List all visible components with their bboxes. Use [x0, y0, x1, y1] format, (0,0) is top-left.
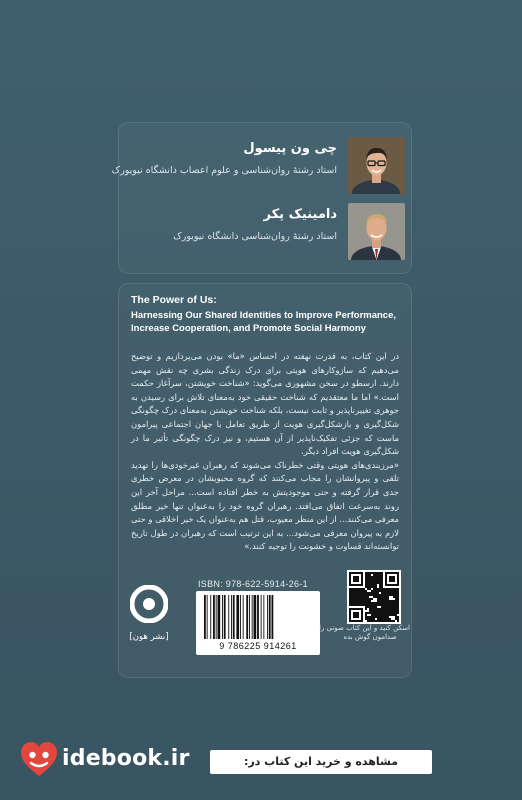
qr-caption-line: صدامون گوش بده: [343, 633, 397, 641]
barcode-digits: 9 786225 914261: [219, 641, 297, 651]
barcode-bars: [202, 595, 314, 639]
author-role: استاد رشتهٔ روان‌شناسی دانشگاه نیویورک: [173, 231, 337, 242]
author-name: دامینیک پکر: [263, 207, 337, 222]
author-photo: [348, 137, 405, 194]
publisher-logo-icon: [130, 585, 168, 623]
blurb-text: [131, 350, 399, 554]
authors-panel: [111, 122, 412, 274]
book-title-en: The Power of Us:: [131, 294, 217, 306]
author-role: استاد رشتهٔ روان‌شناسی و علوم اعصاب دانشگاه نیویورک: [111, 165, 337, 176]
author-entry: [111, 137, 411, 197]
heart-icon: [18, 738, 60, 780]
qr-caption-line: اسکن کنید و این کتاب صوتی را: [318, 624, 410, 632]
site-logo[interactable]: idebook.ir: [62, 746, 190, 771]
author-entry: [119, 203, 411, 263]
author-photo: [348, 203, 405, 260]
watermark-cta[interactable]: مشاهده و خرید این کتاب در:: [210, 750, 432, 774]
author-name: چی ون پیسول: [243, 141, 337, 156]
english-title-block: [131, 294, 401, 335]
qr-code-icon: [349, 572, 399, 622]
barcode: [196, 591, 320, 655]
blurb-paragraph: «مرزبندی‌های هویتی وقتی خطرناک می‌شوند که رهبران غیرخودی‌ها را تهدید تلقی و پیروانشان را مجاب می‌کنند که گروه محبوبشان در معرض خطری جدی قرار گرفته و حتی موجودیتش به خطر افتاده است... مراحل آخر این روند به‌سرعت اتفاق می‌افتد. رهبران گروه خود را به‌عنوان تنها خیر مطلق معرفی می‌کنند... از این منظر معیوب، قتل هم به‌عنوان یک خیر اخلاقی و حتی لازم به پیروان معرفی می‌شود... به این ترتیب است که رهبران در طول تاریخ توانسته‌اند قساوت و خشونت را توجیه کنند.»: [131, 459, 399, 552]
book-subtitle-en: Harnessing Our Shared Identities to Improve Performance, Increase Cooperation, and Promote Social Harmony: [131, 310, 397, 334]
watermark-banner[interactable]: [0, 738, 522, 790]
qr-code[interactable]: [347, 570, 401, 624]
qr-caption: [318, 624, 410, 642]
isbn-text: ISBN: 978-622-5914-26-1: [198, 579, 308, 589]
blurb-paragraph: در این کتاب، به قدرت نهفته در احساس «ما» بودن می‌پردازیم و توضیح می‌دهیم که سازوکارهای هویتی برای درک زندگی بشری چه نقش مهمی دارند. ارسطو در سخن مشهوری می‌گوید: «شناخت خویشتن، سرآغاز حکمت است.» اما ما معتقدیم که شناخت حقیقی خود به‌معنای تلاش برای رسیدن به جوهری تغییرناپذیر و ثابت نیست، بلکه شناخت خویشتن به‌معنای درک چگونگی شکل‌گیری و بازشکل‌گیری هویت از طریق تعامل با جهان اجتماعی پیرامون ماست که جزئی تفکیک‌ناپذیر از آن هستیم، و نیز درک چگونگی تأثیر ما در شکل‌گیری هویت افراد دیگر.: [131, 351, 399, 457]
publisher-name: [نشر هون]: [129, 632, 169, 642]
